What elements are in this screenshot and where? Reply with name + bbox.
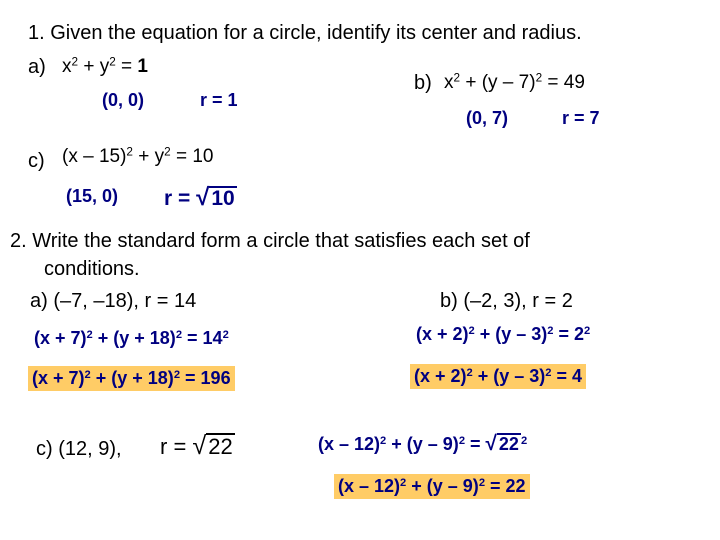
q1b-equation: $x^2 + (y - 7)^2 = 49$ — [444, 71, 585, 93]
q1b-label: b) — [414, 72, 432, 94]
q1b-radius: r = 7 — [562, 108, 600, 128]
q2c-answer-2-highlight: (x – 12)$^2$ + (y – 9)$^2$ = 22 — [334, 474, 530, 499]
q2b-prompt: b) (–2, 3), r = 2 — [440, 290, 573, 312]
question-2-text-line1: 2. Write the standard form a circle that satisfies each set of — [10, 230, 530, 252]
question-2-text-line2: conditions. — [44, 258, 140, 280]
q2b-answer-1: $(x + 2)^2 + (y - 3)^2 = 2^2$ — [416, 324, 591, 344]
q2c-prompt: c) (12, 9), — [36, 438, 122, 460]
q2b-answer-2-highlight: $(x + 2)^2 + (y - 3)^2 = 4$ — [410, 364, 586, 389]
q2a-prompt: a) (–7, –18), r = 14 — [30, 290, 197, 312]
q1b-center: (0, 7) — [466, 108, 509, 128]
q2a-answer-1: $(x + 7)^2 + (y + 18)^2 = 14^2$ — [34, 328, 229, 348]
q1a-radius: r = 1 — [200, 90, 238, 110]
q1c-equation: $(x - 15)^2 + y^2 = 10$ — [62, 145, 214, 167]
q2a-answer-2-highlight: $(x + 7)^2 + (y + 18)^2 = 196$ — [28, 366, 235, 391]
question-1-text: 1. Given the equation for a circle, identify its center and radius. — [28, 22, 582, 44]
q2c-answer-1: (x – 12)$^2$ + (y – 9)$^2$ = √ 22 $^2$ — [318, 432, 528, 455]
q1a-center: (0, 0) — [102, 90, 145, 110]
q1a-equation: $x^2 + y^2 = 1$ — [62, 55, 148, 77]
q2c-radius: r = √22 — [160, 432, 233, 460]
q1c-radius: r = √10 — [164, 184, 235, 211]
q1c-center: (15, 0) — [66, 186, 119, 206]
q1c-label: c) — [28, 150, 45, 172]
q1a-label: a) — [28, 56, 46, 78]
